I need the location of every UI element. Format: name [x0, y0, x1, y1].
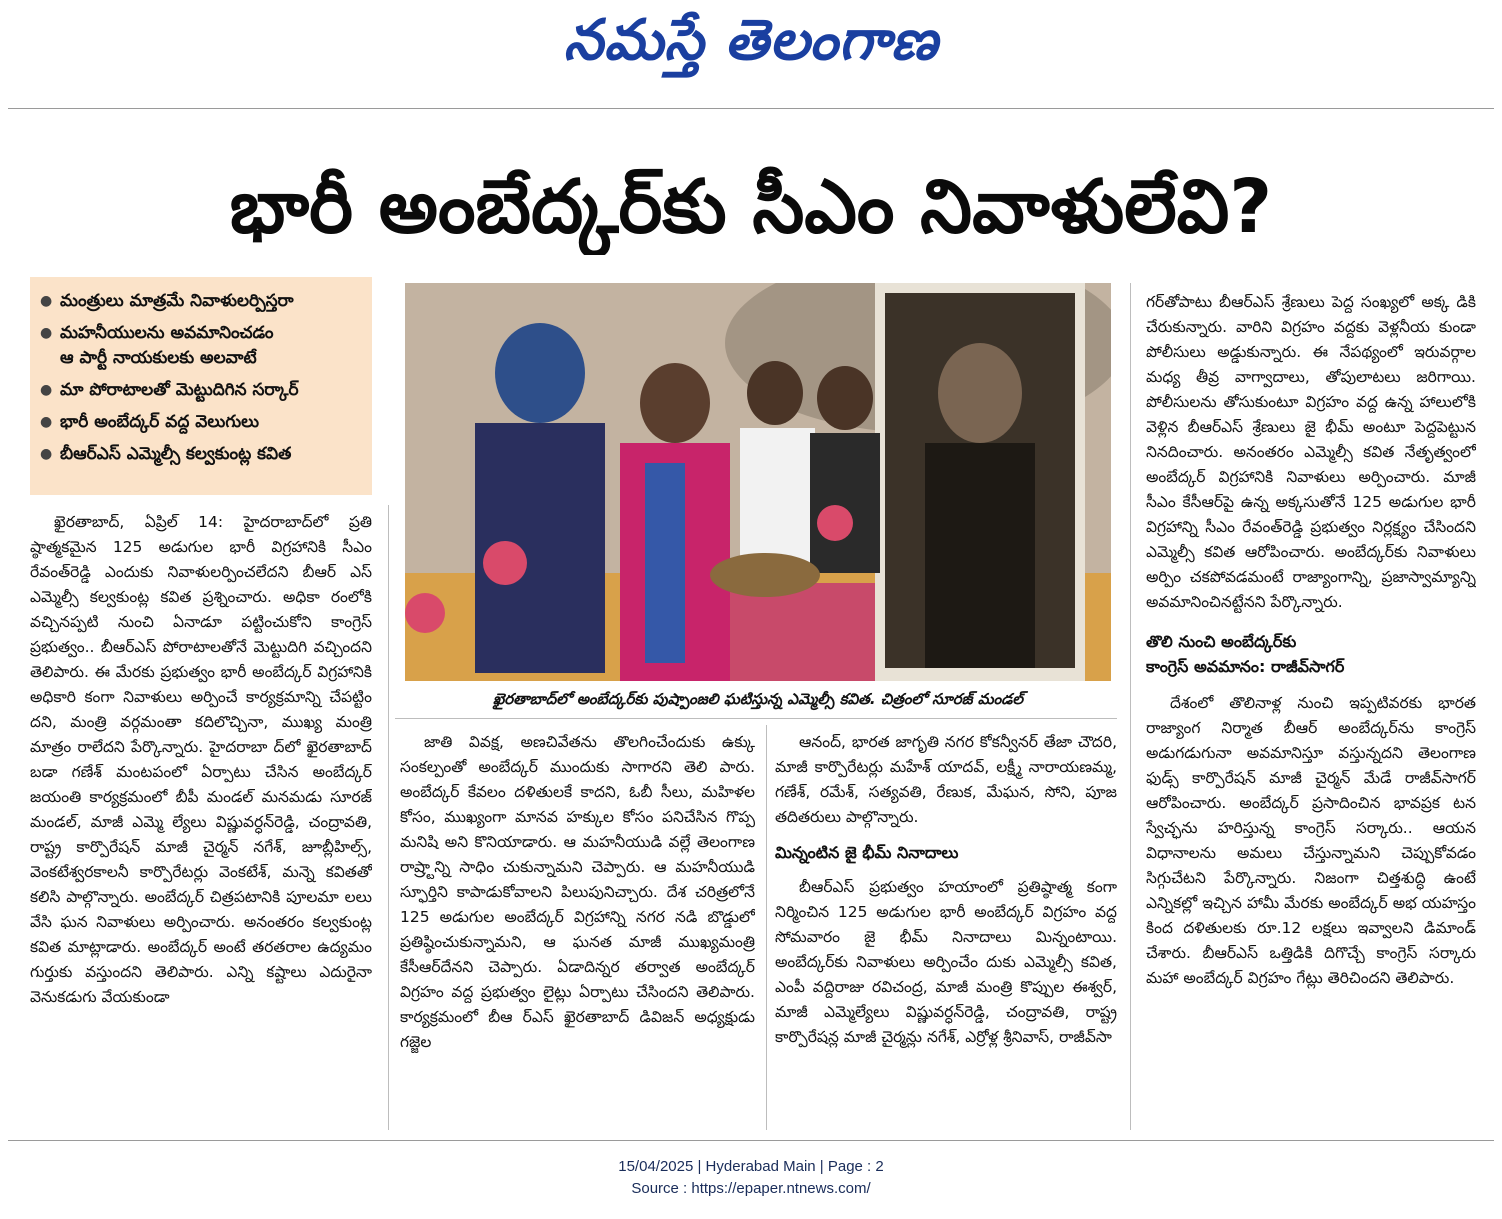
caption-rule [395, 718, 1117, 719]
article-column-3 [775, 730, 1117, 1130]
newspaper-logo: నమస్తే తెలంగాణ [563, 8, 939, 73]
bullet-icon: ● [40, 414, 53, 430]
bullet-icon: ● [40, 382, 53, 398]
highlight-line: మహనీయులను అవమానించడం [60, 323, 274, 343]
highlight-text: బీఆర్‌ఎస్ ఎమ్మెల్సీ కల్వకుంట్ల కవిత [60, 444, 292, 464]
footer-rule [8, 1140, 1494, 1141]
highlight-text: మా పోరాటాలతో మెట్టుదిగిన సర్కార్ [60, 380, 299, 400]
main-headline: భారీ అంబేద్కర్‌కు సీఎం నివాళులేవి? [229, 164, 1273, 250]
article-column-4 [1146, 290, 1476, 1130]
bullet-icon: ● [40, 325, 53, 341]
highlights-box [30, 277, 372, 495]
bullet-icon: ● [40, 446, 53, 462]
highlight-text: మంత్రులు మాత్రమే నివాళులర్పిస్తరా [60, 291, 294, 311]
highlight-item [30, 438, 372, 470]
news-photo [405, 283, 1111, 681]
masthead-rule [8, 108, 1494, 109]
article-column-1 [30, 510, 372, 1130]
article-paragraph: బీఆర్‌ఎస్ ప్రభుత్వం హయాంలో ప్రతిష్ఠాత్మ కంగా నిర్మించిన 125 అడుగుల భారీ అంబేద్కర్ విగ్రహం వద్ద సోమవారం జై భీమ్ నినాదాలు మిన్నంటాయి. అంబేద్కర్‌కు నివాళులు అర్పించేం దుకు ఎమ్మెల్సీ కవిత, ఎంపీ వద్దిరాజు రవిచంద్ర, మాజీ మంత్రి కొప్పుల ఈశ్వర్, మాజీ ఎమ్మెల్యేలు విష్ణువర్ధన్‌రెడ్డి, చంద్రావతి, రాష్ట్ర కార్పొరేషన్ల మాజీ చైర్మన్లు నగేశ్, ఎర్రోళ్ల శ్రీనివాస్, రాజీవ్‌సా [775, 878, 1117, 1046]
subheading: తొలి నుంచి అంబేద్కర్‌కు [1146, 632, 1297, 651]
highlight-text: భారీ అంబేద్కర్ వద్ద వెలుగులు [60, 412, 260, 432]
bullet-icon: ● [40, 293, 53, 309]
article-paragraph: జాతి వివక్ష, అణచివేతను తొలగించేందుకు ఉక్కు సంకల్పంతో అంబేద్కర్ ముందుకు సాగారని తెలి పారు. అంబేద్కర్ కేవలం దళితులకే కాదని, ఓబీ సీలు, మహిళల కోసం, ముఖ్యంగా మానవ హక్కుల కోసం పనిచేసిన గొప్ప మనిషి అని కొనియాడారు. ఆ మహనీయుడి వల్లే తెలంగాణ రాష్ర్టాన్ని సాధిం చుకున్నామని చెప్పారు. ఆ మహనీయుడి స్ఫూర్తిని కాపాడుకోవాలని పిలుపునిచ్చారు. దేశ చరిత్రలోనే 125 అడుగుల అంబేద్కర్ విగ్రహాన్ని నగర నడి బొడ్డులో ప్రతిష్ఠించుకున్నామని, ఆ ఘనత మాజీ ముఖ్యమంత్రి కేసీఆర్‌దేనని చెప్పారు. ఏడాదిన్నర తర్వాత అంబేద్కర్ విగ్రహం వద్ద ప్రభుత్వం లైట్లు ఏర్పాటు చేసిందని తెలిపారు. కార్యక్రమంలో బీఆ ర్‌ఎస్ ఖైరతాబాద్ డివిజన్ అధ్యక్షుడు గజ్జెల [400, 733, 755, 1051]
column-divider [388, 505, 389, 1130]
subheading: కాంగ్రెస్ అవమానం: రాజీవ్‌సాగర్ [1146, 657, 1345, 676]
highlight-item [30, 406, 372, 438]
highlight-text [60, 321, 364, 371]
article-paragraph: ఆనంద్, భారత జాగృతి నగర కోకన్వీనర్ తేజా చౌదరి, మాజీ కార్పొరేటర్లు మహేశ్ యాదవ్, లక్ష్మీ నారాయణమ్మ, గణేశ్, రమేశ్, సత్యవతి, రేణుక, మేఘన, సోని, పూజ తదితరులు పాల్గొన్నారు. [775, 733, 1117, 826]
column-divider [766, 725, 767, 1130]
article-paragraph: దేశంలో తొలినాళ్ల నుంచి ఇప్పటివరకు భారత రాజ్యాంగ నిర్మాత బీఆర్ అంబేద్కర్‌ను కాంగ్రెస్ అడుగడుగునా అవమానిస్తూ వస్తున్నదని తెలంగాణ ఫుడ్స్ కార్పొరేషన్ మాజీ చైర్మన్ మేడే రాజీవ్‌సాగర్ ఆరోపించారు. అంబేద్కర్ ప్రసాదించిన భావప్రక టన స్వేచ్ఛను హరిస్తున్న కాంగ్రెస్ సర్కారు.. ఆయన విధానాలను అమలు చేస్తున్నామని చెప్పుకోవడం సిగ్గుచేటని పేర్కొన్నారు. నిజంగా చిత్తశుద్ధి ఉంటే ఎన్నికల్లో ఇచ్చిన హామీ మేరకు అంబేద్కర్ అభ యహస్తం కింద దళితులకు రూ.12 లక్షలు ఇవ్వాలని డిమాండ్ చేశారు. బీఆర్‌ఎస్ ఒత్తిడికి దిగొచ్చే కాంగ్రెస్ సర్కారు మహా అంబేద్కర్ విగ్రహం గేట్లు తెరిచిందని తెలిపారు. [1146, 694, 1476, 987]
footer-dateline: 15/04/2025 | Hyderabad Main | Page : 2 [618, 1158, 884, 1175]
subheading: మిన్నంటిన జై భీమ్ నినాదాలు [775, 843, 959, 862]
highlight-item [30, 317, 372, 374]
footer [0, 1156, 1502, 1200]
article-paragraph: ఖైరతాబాద్, ఏప్రిల్ 14: హైదరాబాద్‌లో ప్రతి ష్ఠాత్మకమైన 125 అడుగుల భారీ విగ్రహానికి సీఎం రేవంత్‌రెడ్డి ఎందుకు నివాళులర్పించలేదని బీఆర్ ఎస్ ఎమ్మెల్సీ కల్వకుంట్ల కవిత ప్రశ్నించారు. అధికా రంలోకి వచ్చినప్పటి నుంచి ఏనాడూ పట్టించుకోని కాంగ్రెస్ ప్రభుత్వం.. బీఆర్‌ఎస్ పోరాటాలతోనే మెట్టుదిగి వచ్చిందని తెలిపారు. ఈ మేరకు ప్రభుత్వం భారీ అంబేద్కర్ విగ్రహానికి అధికారి కంగా నివాళులు అర్పించే కార్యక్రమాన్ని చేపట్టిం దని, మంత్రి వర్గమంతా కదిలొచ్చినా, ముఖ్య మంత్రి మాత్రం రాలేదని పేర్కొన్నారు. హైదరాబా ద్‌లో ఖైరతాబాద్ బడా గణేశ్ మంటపంలో ఏర్పాటు చేసిన అంబేద్కర్ జయంతి కార్యక్రమంలో బీపీ మండల్ మనమడు సూరజ్ మండల్, మాజీ ఎమ్మె ల్యేలు విష్ణువర్ధన్‌రెడ్డి, చంద్రావతి, రాష్ట్ర కార్పొరేషన్ మాజీ చైర్మన్ నగేశ్, జూబ్లీహిల్స్, వెంకటేశ్వరకాలనీ కార్పొరేటర్లు వెంకటేశ్, మన్నె కవితతో కలిసి పాల్గొన్నారు. అంబేద్కర్ చిత్రపటానికి పూలమా లలు వేసి ఘన నివాళులు అర్పించారు. అనంతరం కల్వకుంట్ల కవిత మాట్లాడారు. అంబేద్కర్ అంటే తరతరాల ఉద్యమం గుర్తుకు వస్తుందని తెలిపారు. ఎన్ని కష్టాలు ఎదురైనా వెనుకడుగు వేయకుండా [30, 513, 372, 1006]
highlight-line: ఆ పార్టీ నాయకులకు అలవాటే [60, 348, 257, 368]
masthead [0, 0, 1502, 100]
photo-caption: ఖైరతాబాద్‌లో అంబేద్కర్‌కు పుష్పాంజలి ఘటిస్తున్న ఎమ్మెల్సీ కవిత. చిత్రంలో సూరజ్ మండల్ [492, 690, 1023, 708]
highlight-item [30, 285, 372, 317]
article-paragraph: గర్‌తోపాటు బీఆర్‌ఎస్ శ్రేణులు పెద్ద సంఖ్యలో అక్క డికి చేరుకున్నారు. వారిని విగ్రహం వద్దకు వెళ్లనీయ కుండా పోలీసులు అడ్డుకున్నారు. ఈ నేపథ్యంలో ఇరువర్గాల మధ్య తీవ్ర వాగ్వాదాలు, తోపులాటలు జరిగాయి. పోలీసులను తోసుకుంటూ విగ్రహం వద్ద ఉన్న హాలులోకి వెళ్లిన బీఆర్‌ఎస్ శ్రేణులు జై భీమ్ అంటూ పెద్దపెట్టున నినదించారు. అనంతరం ఎమ్మెల్సీ కవిత నేతృత్వంలో అంబేద్కర్ విగ్రహానికి నివాళులు అర్పించారు. మాజీ సీఎం కేసీఆర్‌పై ఉన్న అక్కసుతోనే 125 అడుగుల భారీ విగ్రహాన్ని సీఎం రేవంత్‌రెడ్డి ప్రభుత్వం నిర్లక్ష్యం చేసిందని ఎమ్మెల్సీ కవిత ఆరోపించారు. అంబేద్కర్‌కు నివాళులు అర్పిం చకపోవడమంటే రాజ్యాంగాన్ని, ప్రజాస్వామ్యాన్ని అవమానించినట్టేనని పేర్కొన్నారు. [1146, 293, 1476, 611]
article-column-2 [400, 730, 755, 1130]
footer-source: Source : https://epaper.ntnews.com/ [631, 1180, 871, 1197]
photo-illustration [405, 283, 1111, 681]
highlight-item [30, 374, 372, 406]
subheading-block [1146, 629, 1476, 679]
column-divider [1130, 283, 1131, 1130]
